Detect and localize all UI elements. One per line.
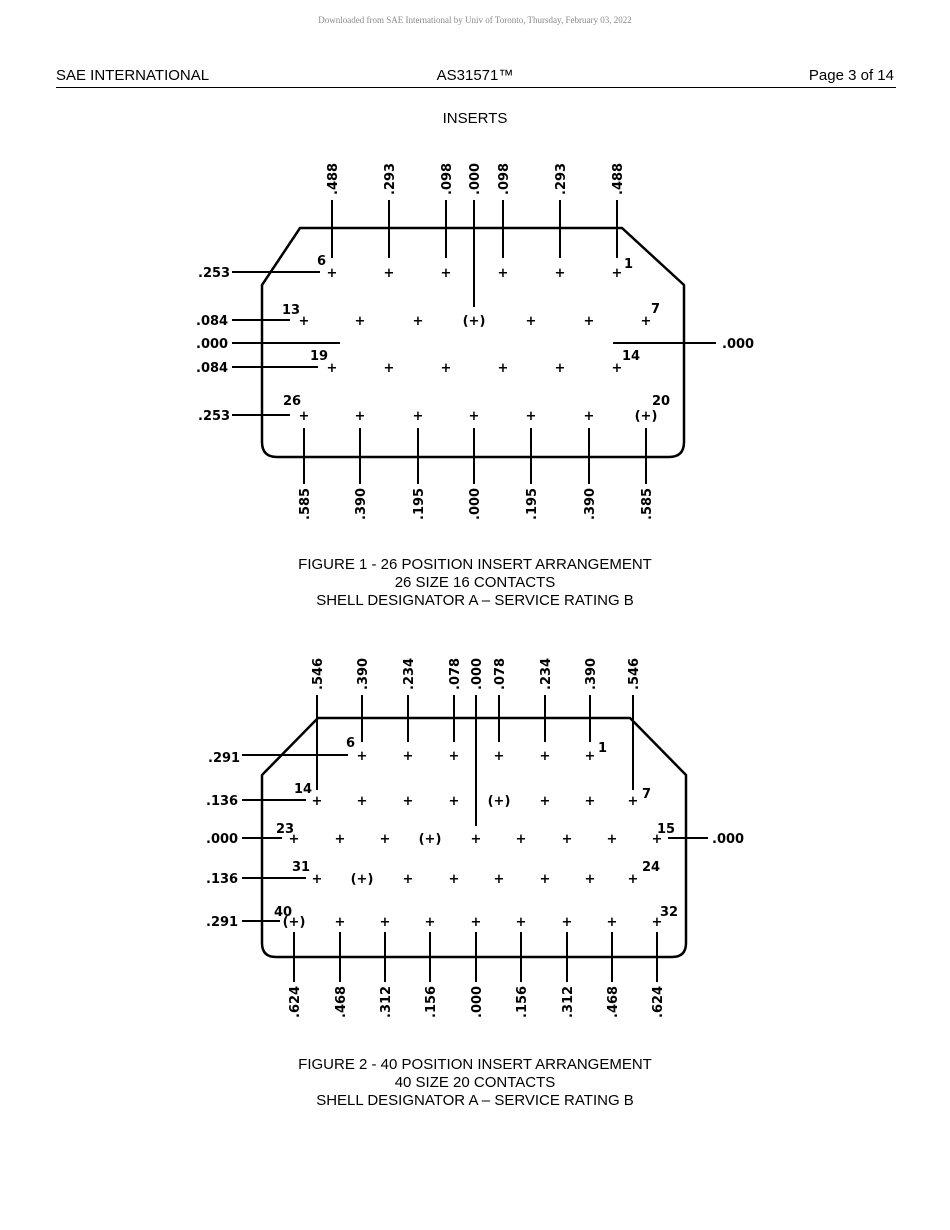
contact: + <box>383 266 395 281</box>
contact: + <box>606 832 618 847</box>
dim-top-3: .098 <box>440 162 455 195</box>
dim-bottom-5: .000 <box>470 985 485 1018</box>
dim-top-6: .293 <box>554 162 569 195</box>
contact: + <box>640 314 652 329</box>
dim-bottom-4: .156 <box>424 985 439 1018</box>
contact: + <box>354 314 366 329</box>
contact: + <box>554 361 566 376</box>
dim-left-3: .000 <box>206 832 239 847</box>
contact-polarized: (+) <box>350 872 374 887</box>
contact: + <box>440 266 452 281</box>
dim-bottom-3: .312 <box>379 985 394 1018</box>
header-organization: SAE INTERNATIONAL <box>56 67 210 84</box>
contact-number-24: 24 <box>642 860 661 875</box>
contact: + <box>288 832 300 847</box>
contact: + <box>583 314 595 329</box>
header-page-number: Page 3 of 14 <box>808 67 894 84</box>
contact: + <box>470 832 482 847</box>
contact: + <box>298 314 310 329</box>
dim-top-5: .098 <box>497 162 512 195</box>
contact-polarized: (+) <box>487 794 511 809</box>
figure-1-shell: SHELL DESIGNATOR A – SERVICE RATING B <box>316 592 634 609</box>
figure-2-drawing <box>0 650 950 1030</box>
dim-bottom-1: .585 <box>298 487 313 520</box>
contact: + <box>383 361 395 376</box>
dim-bottom-6: .156 <box>515 985 530 1018</box>
contact-number-14: 14 <box>622 349 641 364</box>
contact-number-23: 23 <box>276 822 295 837</box>
dim-top-2: .293 <box>383 162 398 195</box>
dim-top-4: .000 <box>468 162 483 195</box>
contact: + <box>354 409 366 424</box>
dim-bottom-8: .468 <box>606 985 621 1018</box>
contact: + <box>493 872 505 887</box>
contact: + <box>606 915 618 930</box>
contact: + <box>539 794 551 809</box>
contact: + <box>611 266 623 281</box>
contact: + <box>402 872 414 887</box>
contact: + <box>584 794 596 809</box>
contact-polarized: (+) <box>634 409 658 424</box>
contact: + <box>311 794 323 809</box>
contact: + <box>334 915 346 930</box>
figure-2-shell: SHELL DESIGNATOR A – SERVICE RATING B <box>316 1092 634 1109</box>
dim-top-2: .390 <box>356 657 371 690</box>
contact: + <box>424 915 436 930</box>
contact-number-20: 20 <box>652 394 671 409</box>
figure-1-contacts: 26 SIZE 16 CONTACTS <box>394 574 556 591</box>
header-rule <box>56 87 896 88</box>
contact: + <box>356 794 368 809</box>
contact: + <box>611 361 623 376</box>
contact-number-15: 15 <box>657 822 676 837</box>
dim-left-2: .136 <box>206 794 239 809</box>
contact: + <box>412 314 424 329</box>
contact: + <box>561 832 573 847</box>
contact: + <box>334 832 346 847</box>
contact-number-32: 32 <box>660 905 679 920</box>
dim-bottom-5: .195 <box>525 487 540 520</box>
contact: + <box>379 832 391 847</box>
contact: + <box>497 361 509 376</box>
contact: + <box>627 794 639 809</box>
contact-number-19: 19 <box>310 349 329 364</box>
figure-1-drawing <box>0 150 950 530</box>
contact-grid <box>283 749 663 930</box>
contact: + <box>402 794 414 809</box>
contact: + <box>448 872 460 887</box>
figure-1-caption <box>0 556 950 610</box>
dim-left-5: .291 <box>206 915 239 930</box>
leader-lines <box>232 200 716 484</box>
contact: + <box>412 409 424 424</box>
contact-grid <box>298 266 661 424</box>
contact: + <box>561 915 573 930</box>
dim-left-4: .084 <box>196 361 229 376</box>
contact: + <box>525 409 537 424</box>
download-watermark: Downloaded from SAE International by Univ of Toronto, Thursday, February 03, 2022 <box>318 15 632 25</box>
contact-number-1: 1 <box>598 741 608 756</box>
dim-right-1: .000 <box>712 832 745 847</box>
contact: + <box>402 749 414 764</box>
contact-number-31: 31 <box>292 860 311 875</box>
dim-right-1: .000 <box>722 337 755 352</box>
contact: + <box>326 361 338 376</box>
contact: + <box>298 409 310 424</box>
dim-bottom-4: .000 <box>468 487 483 520</box>
dim-top-7: .234 <box>539 657 554 690</box>
contact: + <box>554 266 566 281</box>
dim-left-3: .000 <box>196 337 229 352</box>
dim-bottom-3: .195 <box>412 487 427 520</box>
contact: + <box>539 872 551 887</box>
dim-left-1: .291 <box>208 751 241 766</box>
contact-number-7: 7 <box>642 787 652 802</box>
contact: + <box>525 314 537 329</box>
contact: + <box>440 361 452 376</box>
contact: + <box>651 915 663 930</box>
contact-number-1: 1 <box>624 257 634 272</box>
dim-top-8: .390 <box>584 657 599 690</box>
dim-bottom-6: .390 <box>583 487 598 520</box>
dim-top-1: .546 <box>311 657 326 690</box>
dim-top-1: .488 <box>326 162 341 195</box>
dim-bottom-7: .585 <box>640 487 655 520</box>
contact: + <box>468 409 480 424</box>
contact-number-6: 6 <box>346 736 356 751</box>
dim-top-4: .078 <box>448 657 463 690</box>
dim-bottom-2: .468 <box>334 985 349 1018</box>
contact: + <box>539 749 551 764</box>
dim-left-5: .253 <box>198 409 231 424</box>
contact-number-26: 26 <box>283 394 302 409</box>
contact-number-40: 40 <box>274 905 293 920</box>
contact: + <box>515 915 527 930</box>
contact-number-6: 6 <box>317 254 327 269</box>
contact: + <box>584 749 596 764</box>
contact: + <box>379 915 391 930</box>
figure-1-title: FIGURE 1 - 26 POSITION INSERT ARRANGEMENT <box>298 556 652 573</box>
contact-polarized: (+) <box>462 314 486 329</box>
dim-bottom-7: .312 <box>561 985 576 1018</box>
dim-bottom-1: .624 <box>288 985 303 1018</box>
contact-polarized: (+) <box>418 832 442 847</box>
contact-number-7: 7 <box>651 302 661 317</box>
contact: + <box>515 832 527 847</box>
contact: + <box>627 872 639 887</box>
contact: + <box>326 266 338 281</box>
dim-bottom-2: .390 <box>354 487 369 520</box>
contact: + <box>470 915 482 930</box>
dim-top-9: .546 <box>627 657 642 690</box>
dim-top-3: .234 <box>402 657 417 690</box>
contact: + <box>448 749 460 764</box>
dim-left-2: .084 <box>196 314 229 329</box>
contact: + <box>651 832 663 847</box>
contact: + <box>448 794 460 809</box>
dim-top-5: .000 <box>470 657 485 690</box>
contact: + <box>356 749 368 764</box>
contact-polarized: (+) <box>282 915 306 930</box>
figure-2-contacts: 40 SIZE 20 CONTACTS <box>394 1074 556 1091</box>
contact-number-13: 13 <box>282 303 301 318</box>
contact: + <box>497 266 509 281</box>
figure-2-title: FIGURE 2 - 40 POSITION INSERT ARRANGEMENT <box>298 1056 652 1073</box>
dim-top-6: .078 <box>493 657 508 690</box>
contact-number-14: 14 <box>294 782 313 797</box>
contact: + <box>311 872 323 887</box>
header-document-number: AS31571™ <box>436 67 514 84</box>
dim-left-1: .253 <box>198 266 231 281</box>
contact: + <box>493 749 505 764</box>
dim-bottom-9: .624 <box>651 985 666 1018</box>
section-title: INSERTS <box>442 110 508 127</box>
dim-left-4: .136 <box>206 872 239 887</box>
contact: + <box>583 409 595 424</box>
dim-top-7: .488 <box>611 162 626 195</box>
figure-2-caption <box>0 1056 950 1110</box>
contact: + <box>584 872 596 887</box>
